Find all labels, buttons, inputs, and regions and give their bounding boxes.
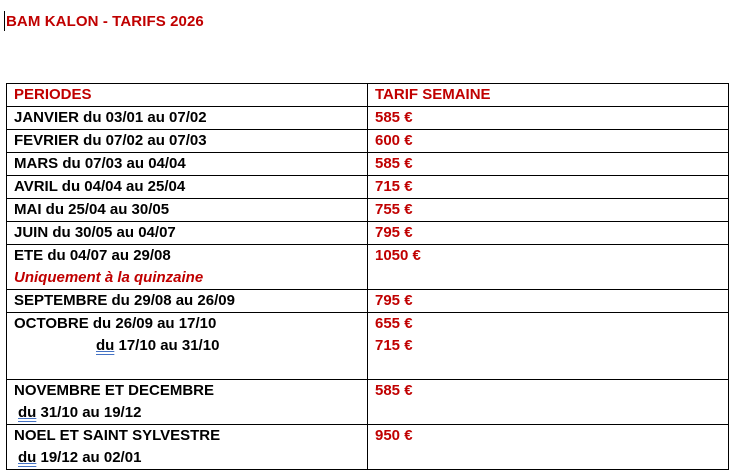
table-row [7, 130, 729, 153]
table-row [7, 425, 729, 470]
price-cell [368, 313, 729, 380]
price-text: 655 € [375, 315, 413, 332]
blank-line [14, 357, 367, 379]
period-cell [7, 380, 368, 425]
du-word: du [18, 449, 37, 466]
table-row [7, 290, 729, 313]
period-subline [14, 402, 367, 424]
du-word: du [96, 337, 115, 354]
table-row [7, 313, 729, 380]
price-cell: 795 € [368, 290, 729, 313]
period-dates: 19/12 au 02/01 [36, 449, 142, 466]
price-cell: 585 € [368, 153, 729, 176]
period-cell: JUIN du 30/05 au 04/07 [7, 222, 368, 245]
period-text: OCTOBRE du 26/09 au 17/10 [14, 315, 217, 332]
period-cell: FEVRIER du 07/02 au 07/03 [7, 130, 368, 153]
period-cell: JANVIER du 03/01 au 07/02 [7, 107, 368, 130]
table-row [7, 107, 729, 130]
period-note: Uniquement à la quinzaine [14, 269, 204, 286]
period-cell: MARS du 07/03 au 04/04 [7, 153, 368, 176]
price-cell: 755 € [368, 199, 729, 222]
price-cell: 585 € [368, 380, 729, 425]
price-cell: 715 € [368, 176, 729, 199]
table-row [7, 176, 729, 199]
table-row [7, 222, 729, 245]
period-cell: AVRIL du 04/04 au 25/04 [7, 176, 368, 199]
period-text: ETE du 04/07 au 29/08 [14, 247, 171, 264]
period-cell [7, 425, 368, 470]
table-header-row [7, 84, 729, 107]
text-cursor [4, 11, 5, 31]
period-cell [7, 245, 368, 290]
period-cell [7, 313, 368, 380]
table-row [7, 245, 729, 290]
price-cell: 950 € [368, 425, 729, 470]
period-text: NOVEMBRE ET DECEMBRE [14, 382, 215, 399]
period-subline [14, 335, 367, 357]
period-dates: 31/10 au 19/12 [36, 404, 142, 421]
price-cell: 1050 € [368, 245, 729, 290]
period-cell: MAI du 25/04 au 30/05 [7, 199, 368, 222]
header-periods: PERIODES [7, 84, 368, 107]
document-title: BAM KALON - TARIFS 2026 [6, 13, 204, 30]
price-cell: 585 € [368, 107, 729, 130]
table-row [7, 153, 729, 176]
table-row [7, 380, 729, 425]
period-text: NOEL ET SAINT SYLVESTRE [14, 427, 221, 444]
table-row [7, 199, 729, 222]
price-cell: 795 € [368, 222, 729, 245]
period-cell: SEPTEMBRE du 29/08 au 26/09 [7, 290, 368, 313]
du-word: du [18, 404, 37, 421]
price-text-2: 715 € [375, 337, 413, 354]
period-subline [14, 447, 367, 469]
price-cell: 600 € [368, 130, 729, 153]
header-price: TARIF SEMAINE [368, 84, 729, 107]
tariff-table [6, 83, 729, 470]
period-dates: 17/10 au 31/10 [114, 337, 220, 354]
